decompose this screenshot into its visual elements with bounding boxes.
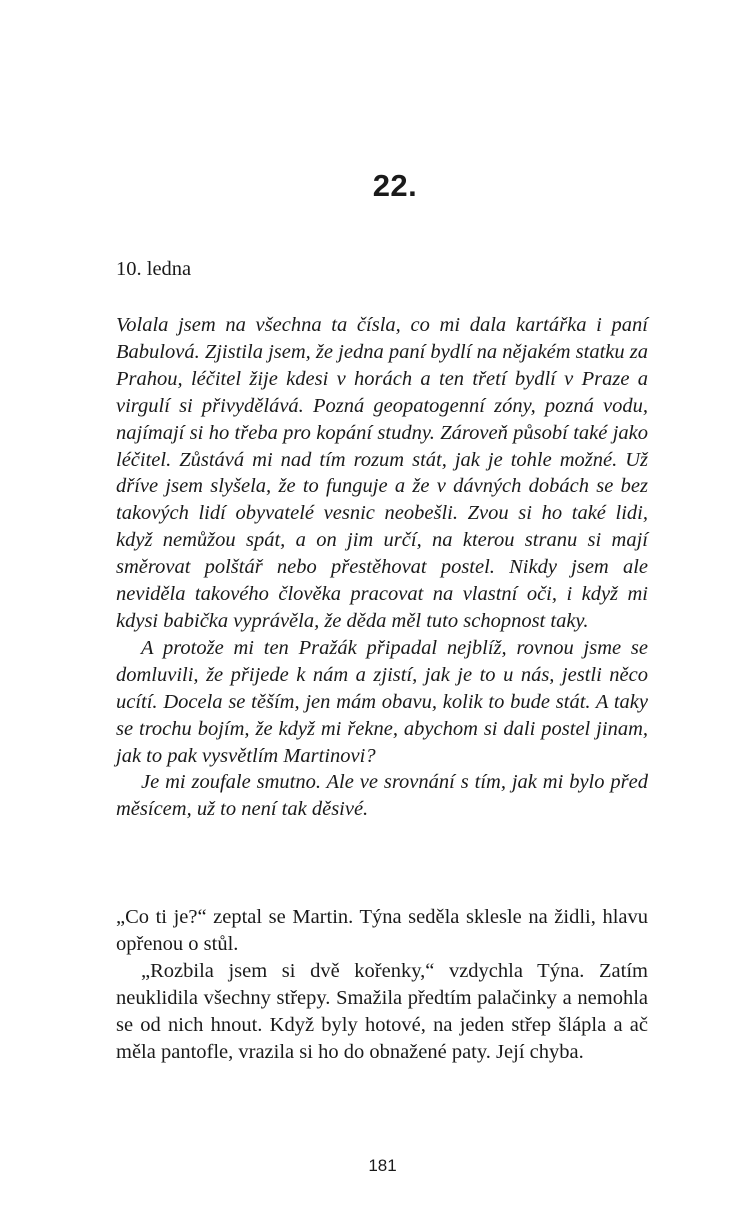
chapter-number: 22. xyxy=(372,168,418,203)
diary-entry xyxy=(116,312,648,823)
diary-paragraph: A protože mi ten Pražák připadal nejblíž, rovnou jsme se domluvili, že přijede k nám a zjistí, jak je to u nás, jestli něco ucítí. Docela se těším, jen mám obavu, kolik to bude stát. A taky se trochu bojím, že když mi řekne, abychom si dali postel jinam, jak to pak vysvětlím Martinovi? xyxy=(116,636,648,767)
narrative-paragraph: „Co ti je?“ zeptal se Martin. Týna seděla sklesle na židli, hlavu opřenou o stůl. xyxy=(116,906,648,955)
narrative-text xyxy=(116,904,648,1065)
diary-paragraph: Volala jsem na všechna ta čísla, co mi dala kartářka i paní Babulová. Zjistila jsem, že jedna paní bydlí na nějakém statku za Prahou, léčitel žije kdesi v horách a ten třetí bydlí v Praze a virgulí si přivydělává. Pozná geopatogenní zóny, pozná vodu, najímají si ho třeba pro kopání studny. Zároveň působí také jako léčitel. Zůstává mi nad tím rozum stát, jak je tohle možné. Už dříve jsem slyšela, že to funguje a že v dávných dobách se bez takových lidí obyvatelé vesnic neobešli. Zvou si ho také lidi, když nemůžou spát, a on jim určí, na kterou stranu si mají směrovat polštář nebo přestěhovat postel. Nikdy jsem ale neviděla takového člověka pracovat na vlastní oči, i když mi kdysi babička vyprávěla, že děda měl tuto schopnost taky. xyxy=(116,314,648,632)
diary-date: 10. ledna xyxy=(116,258,192,280)
page-number: 181 xyxy=(368,1156,397,1175)
narrative-paragraph: „Rozbila jsem si dvě kořenky,“ vzdychla Týna. Zatím neuklidila všechny střepy. Smažila předtím palačinky a nemohla se od nich hnout. Když byly hotové, na jeden střep šlápla a ač měla pantofle, vrazila si ho do obnažené paty. Její chyba. xyxy=(116,959,648,1063)
diary-paragraph: Je mi zoufale smutno. Ale ve srovnání s tím, jak mi bylo před měsícem, už to není tak děsivé. xyxy=(116,771,648,821)
